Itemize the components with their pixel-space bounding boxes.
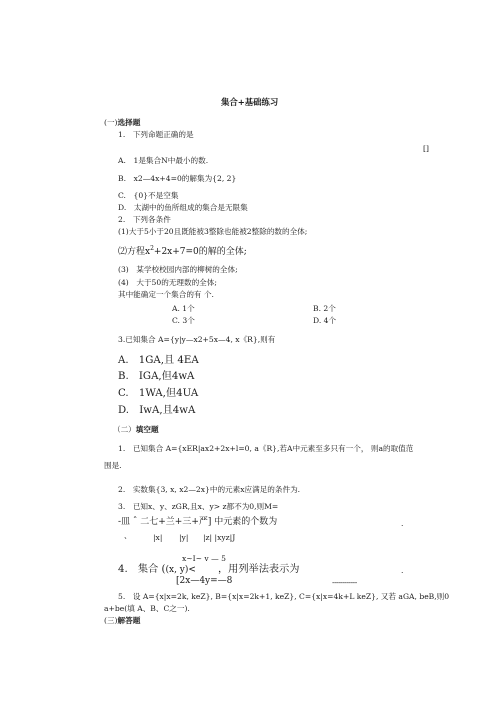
f3-formula: -皿 ˆ 二七+兰+三+严] 中元素的个数为 <box>118 517 278 527</box>
q1-option-c: C. {0}不是空集 <box>118 191 179 200</box>
f3-line-1: 3. 已知x、y、zGR,且x、y> z都不为0,则M= <box>118 502 279 511</box>
f2-text: 2. 实数集{3, x, x2—2x}中的元素x应满足的条件为. <box>118 485 301 494</box>
page-title: 集合+基础练习 <box>221 97 279 107</box>
q1-option-b: B. x2—4x+4=0的解集为{2, 2} <box>118 174 237 183</box>
f3-denominator-z: |z| |xyz|J <box>203 533 236 542</box>
f4-system-top: x~I~ v — 5 <box>182 554 226 563</box>
q2-stem: 2. 下列各条件 <box>118 215 171 224</box>
section-number: (一) <box>104 118 118 127</box>
q2-option-c: C. 3个 <box>172 316 195 325</box>
q2-option-b: B. 2个 <box>313 304 336 313</box>
q1-option-d: D. 太湖中的鱼所组成的集合是无限集 <box>118 203 248 212</box>
q2-condition-3: (3) 某学校校园内部的柳树的全体; <box>118 265 238 274</box>
f1-line-1: 1. 已知集合 A={xER|ax2+2x+l=0, a《R},若A中元素至多只有一个， 则a的取值范 <box>118 444 414 453</box>
q2-condition-2: ⑵方程$x^2+2x+7=0$的解的全体; <box>118 245 247 257</box>
section-number: （二） <box>113 425 136 434</box>
f1-line-2: 围是. <box>104 461 122 470</box>
f5-line-1: 5. 设 A={x|x=2k, keZ}, B={x|x=2k+1, keZ}, C={x|x=4k+L keZ}, 又若 aGA, beB,则0 <box>118 592 450 601</box>
q3-option-a: A. 1GA,且 4EA <box>118 355 199 366</box>
q3-option-d: D. IwA,且4wA <box>118 405 196 416</box>
section-name: 选择题 <box>117 118 141 127</box>
q1-option-a: A. 1是集合N中最小的数. <box>118 156 209 165</box>
f3-denominator-x: |x| <box>153 533 163 542</box>
q2-condition-4: (4) 大于50的无理数的全体; <box>118 278 217 287</box>
f5-line-2: a+be(填 A、B、C之一). <box>104 604 190 613</box>
q2-option-d: D. 4个 <box>313 316 337 325</box>
f3-denominator-y: |y| <box>179 533 189 542</box>
section-name: 解答题 <box>117 616 141 625</box>
f3-denominator-mark: 、 <box>124 531 132 540</box>
q1-answer-bracket: [] <box>423 144 429 153</box>
section-number: (三) <box>104 616 118 625</box>
q3-option-b: B. IGA,但4wA <box>118 371 195 382</box>
f4-blank-end: . <box>401 566 404 575</box>
q3-stem: 3.已知集合 A={y|y—x2+5x—4, x《R},则有 <box>118 335 276 344</box>
f4-stem: 4. 集合 ((x, y)< ，用列举法表示为 <box>118 564 300 575</box>
section-heading-answer <box>104 616 140 625</box>
q3-option-c: C. 1WA,但4UA <box>118 388 199 399</box>
f4-answer-line: ------------ <box>332 578 357 587</box>
q2-question: 其中能确定一个集合的有 个. <box>118 290 214 299</box>
q2-condition-1: (1)大于5小于20且既能被3整除也能被2整除的数的全体; <box>118 227 308 236</box>
f3-blank-end: . <box>401 519 404 528</box>
q2-option-a: A. 1个 <box>172 304 195 313</box>
f4-system-bottom: [2x—4y=—8 <box>176 576 233 586</box>
q1-stem: 1. 下列命题正确的是 <box>118 130 194 139</box>
section-heading-fill <box>113 425 159 434</box>
section-name: 填空题 <box>135 425 159 434</box>
section-heading-choice <box>104 118 140 127</box>
